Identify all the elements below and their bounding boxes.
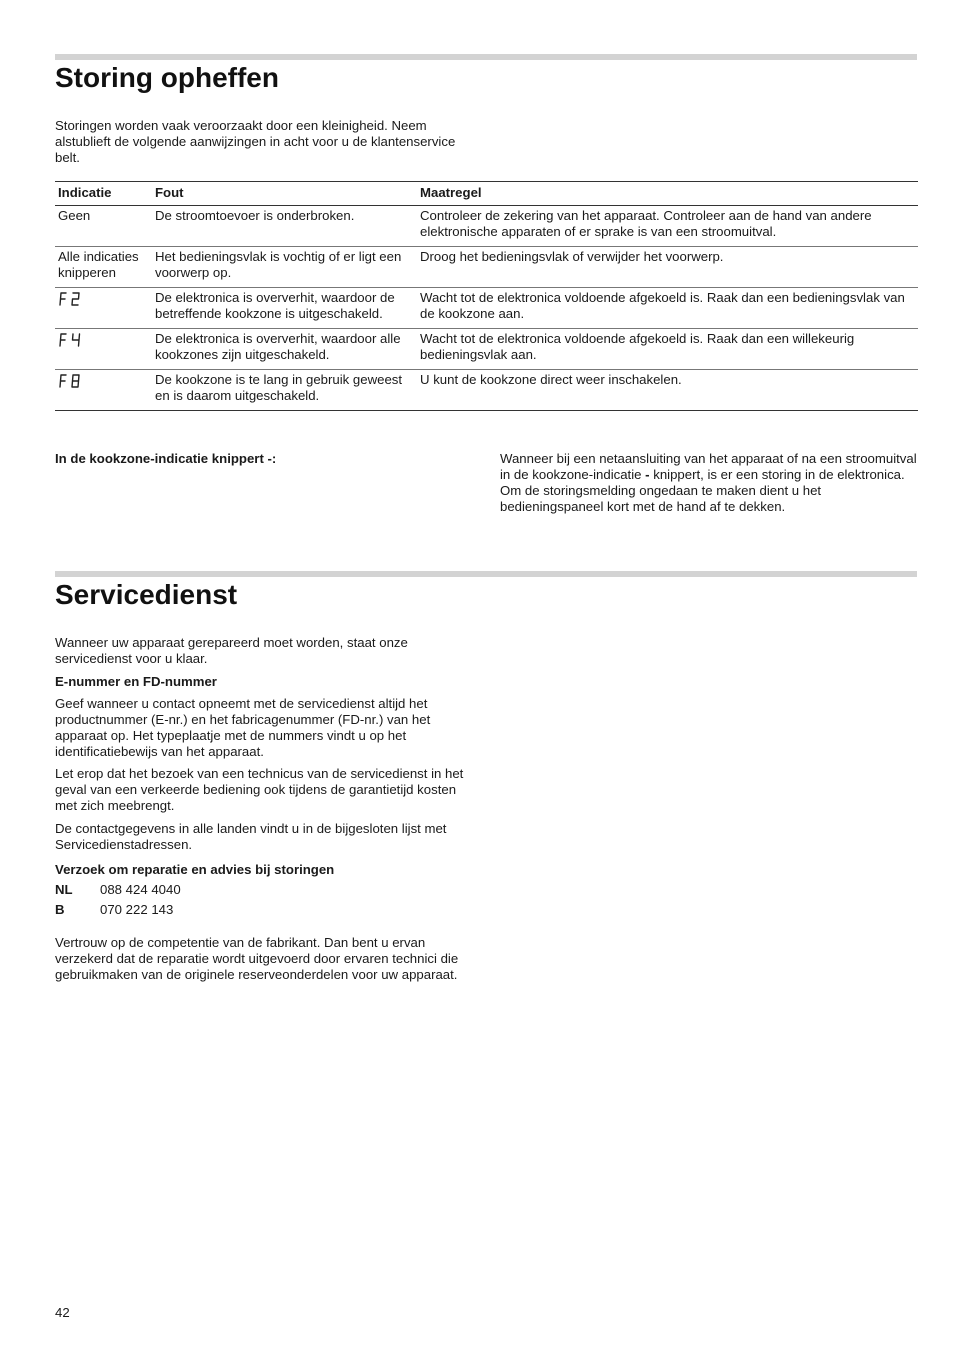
- contact-paragraph: De contactgegevens in alle landen vindt u in de bijgesloten lijst met Servicedienstadressen.: [55, 821, 447, 852]
- cell-maatregel: Controleer de zekering van het apparaat. Controleer aan de hand van andere elektronische apparaten of er sprake is van een stroomuitval.: [417, 206, 918, 247]
- phone-entry: [55, 902, 173, 918]
- cell-indicatie: [55, 329, 152, 370]
- cell-indicatie: [55, 370, 152, 411]
- cell-fout: Het bedieningsvlak is vochtig of er ligt een voorwerp op.: [152, 247, 417, 288]
- table-row: [55, 247, 918, 288]
- table-row: [55, 329, 918, 370]
- table-row: [55, 370, 918, 411]
- blink-dash-symbol: -: [645, 467, 650, 482]
- header-fout: Fout: [152, 182, 417, 206]
- header-indicatie: Indicatie: [55, 182, 152, 206]
- enr-paragraph: Geef wanneer u contact opneemt met de servicedienst altijd het productnummer (E-nr.) en het fabricagenummer (FD-nr.) van het apparaat op. Het typeplaatje met de nummers vindt u op het identificatiebewijs van het apparaat.: [55, 696, 431, 759]
- blink-text-part: knippert, is er een storing in de elektronica. Om de storingsmelding ongedaan te maken dient u het bedieningspaneel kort met de hand af te dekken.: [500, 467, 905, 514]
- section-title-service: Servicedienst: [55, 579, 238, 610]
- closing-paragraph: Vertrouw op de competentie van de fabrikant. Dan bent u ervan verzekerd dat de reparatie wordt uitgevoerd door ervaren technici die gebruikmaken van de originele reserveonderdelen voor uw apparaat.: [55, 935, 459, 982]
- table-header-row: [55, 182, 918, 206]
- enr-heading: E-nummer en FD-nummer: [55, 674, 217, 689]
- repair-heading: Verzoek om reparatie en advies bij storingen: [55, 862, 335, 877]
- cell-fout: De elektronica is oververhit, waardoor de betreffende kookzone is uitgeschakeld.: [152, 288, 417, 329]
- blink-description: [500, 451, 918, 515]
- cell-fout: De stroomtoevoer is onderbroken.: [152, 206, 417, 247]
- technician-paragraph: Let erop dat het bezoek van een technicus van de servicedienst in het geval van een verkeerde bediening ook tijdens de garantietijd kosten met zich meebrengt.: [55, 766, 464, 813]
- cell-maatregel: Droog het bedieningsvlak of verwijder het voorwerp.: [417, 247, 918, 288]
- F4-display-icon: [58, 333, 82, 347]
- fault-table: [55, 181, 918, 411]
- cell-maatregel: U kunt de kookzone direct weer inschakelen.: [417, 370, 918, 411]
- cell-indicatie: Geen: [55, 206, 152, 247]
- service-intro: Wanneer uw apparaat gerepareerd moet worden, staat onze servicedienst voor u klaar.: [55, 635, 408, 666]
- F8-display-icon: [58, 374, 82, 388]
- country-code: B: [55, 902, 65, 917]
- page-number: 42: [55, 1305, 70, 1320]
- section-divider: [55, 54, 917, 60]
- header-maatregel: Maatregel: [417, 182, 918, 206]
- phone-number: 070 222 143: [100, 902, 174, 917]
- cell-fout: De kookzone is te lang in gebruik geweest en is daarom uitgeschakeld.: [152, 370, 417, 411]
- table-row: [55, 288, 918, 329]
- cell-indicatie: Alle indicaties knipperen: [55, 247, 152, 288]
- cell-indicatie: [55, 288, 152, 329]
- cell-fout: De elektronica is oververhit, waardoor alle kookzones zijn uitgeschakeld.: [152, 329, 417, 370]
- cell-maatregel: Wacht tot de elektronica voldoende afgekoeld is. Raak dan een willekeurig bedieningsvlak aan.: [417, 329, 918, 370]
- blink-heading: In de kookzone-indicatie knippert -:: [55, 451, 277, 466]
- blink-text-part: Wanneer bij een netaansluiting van het apparaat of na een stroomuitval in de kookzone-indicatie: [500, 451, 917, 482]
- phone-entry: [55, 882, 181, 898]
- cell-maatregel: Wacht tot de elektronica voldoende afgekoeld is. Raak dan een bedieningsvlak van de kookzone aan.: [417, 288, 918, 329]
- storing-intro: Storingen worden vaak veroorzaakt door een kleinigheid. Neem alstublieft de volgende aanwijzingen in acht voor u de klantenservice belt.: [55, 118, 456, 165]
- table-row: [55, 206, 918, 247]
- section-title-storing: Storing opheffen: [55, 62, 279, 93]
- F2-display-icon: [58, 292, 82, 306]
- section-divider: [55, 571, 917, 577]
- phone-number: 088 424 4040: [100, 882, 181, 897]
- country-code: NL: [55, 882, 73, 897]
